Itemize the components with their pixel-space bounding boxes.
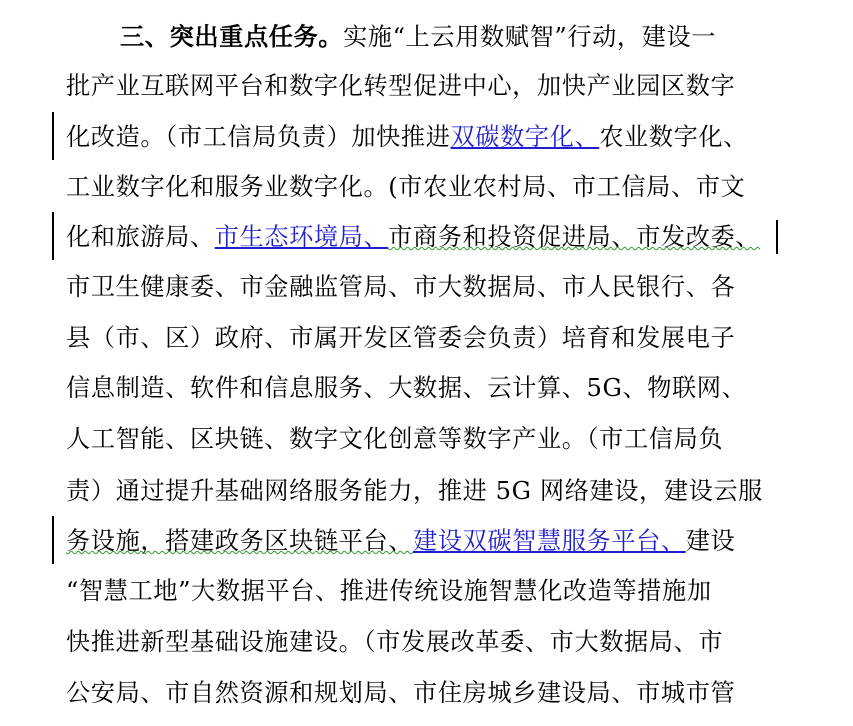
text-run: 工业数字化和服务业数字化。(市农业农村局、市工信局、市文	[66, 173, 746, 201]
text-run: 市卫生健康委、市金融监管局、市大数据局、市人民银行、各	[66, 273, 736, 301]
text-line-9	[66, 413, 723, 465]
tracked-insertion[interactable]: 市生态环境局、	[214, 223, 389, 251]
text-run: 实施“上云用数赋智”行动，建设一	[343, 23, 717, 51]
text-run: 责）通过提升基础网络服务能力，推进 5G 网络建设，建设云服	[66, 477, 763, 505]
text-run: 批产业互联网平台和数字化转型促进中心，加快产业园区数字	[66, 72, 736, 100]
grammar-flagged-text: 市商务和投资促进局、市发改委、	[388, 223, 761, 251]
text-run: 人工智能、区块链、数字文化创意等数字产业。（市工信局负	[66, 425, 724, 453]
text-line-10	[66, 465, 763, 517]
text-line-3	[66, 111, 748, 163]
text-cursor	[776, 220, 778, 254]
text-line-6	[66, 261, 735, 313]
text-line-12	[66, 565, 712, 617]
tracked-insertion[interactable]: 建设双碳智慧服务平台、	[413, 527, 686, 555]
change-bar	[52, 516, 54, 564]
text-line-8	[66, 362, 746, 414]
text-line-5	[66, 211, 760, 263]
text-run: “智慧工地”大数据平台、推进传统设施智慧化改造等措施加	[66, 577, 712, 605]
change-bar	[52, 212, 54, 260]
text-line-4	[66, 161, 745, 213]
text-line-14	[66, 667, 735, 719]
text-run: 快推进新型基础设施建设。（市发展改革委、市大数据局、市	[66, 628, 724, 656]
text-line-11	[66, 515, 735, 567]
text-run: 县（市、区）政府、市属开发区管委会负责）培育和发展电子	[66, 324, 736, 352]
text-run: 建设	[685, 527, 736, 555]
tracked-insertion[interactable]: 双碳数字化、	[450, 123, 600, 151]
text-line-1	[120, 11, 716, 63]
text-run: 化改造。（市工信局负责）加快推进	[66, 123, 451, 151]
section-heading: 三、突出重点任务。	[120, 22, 344, 51]
text-run: 公安局、市自然资源和规划局、市住房城乡建设局、市城市管	[66, 679, 736, 707]
text-run: 农业数字化、	[599, 123, 748, 151]
text-line-2	[66, 60, 735, 112]
text-line-13	[66, 616, 723, 668]
text-line-7	[66, 312, 735, 364]
text-run: 务设施，搭建政务区块链平台、	[66, 527, 414, 555]
change-bar	[52, 112, 54, 160]
text-run: 化和旅游局、	[66, 223, 215, 251]
text-run: 信息制造、软件和信息服务、大数据、云计算、5G、物联网、	[66, 374, 747, 402]
